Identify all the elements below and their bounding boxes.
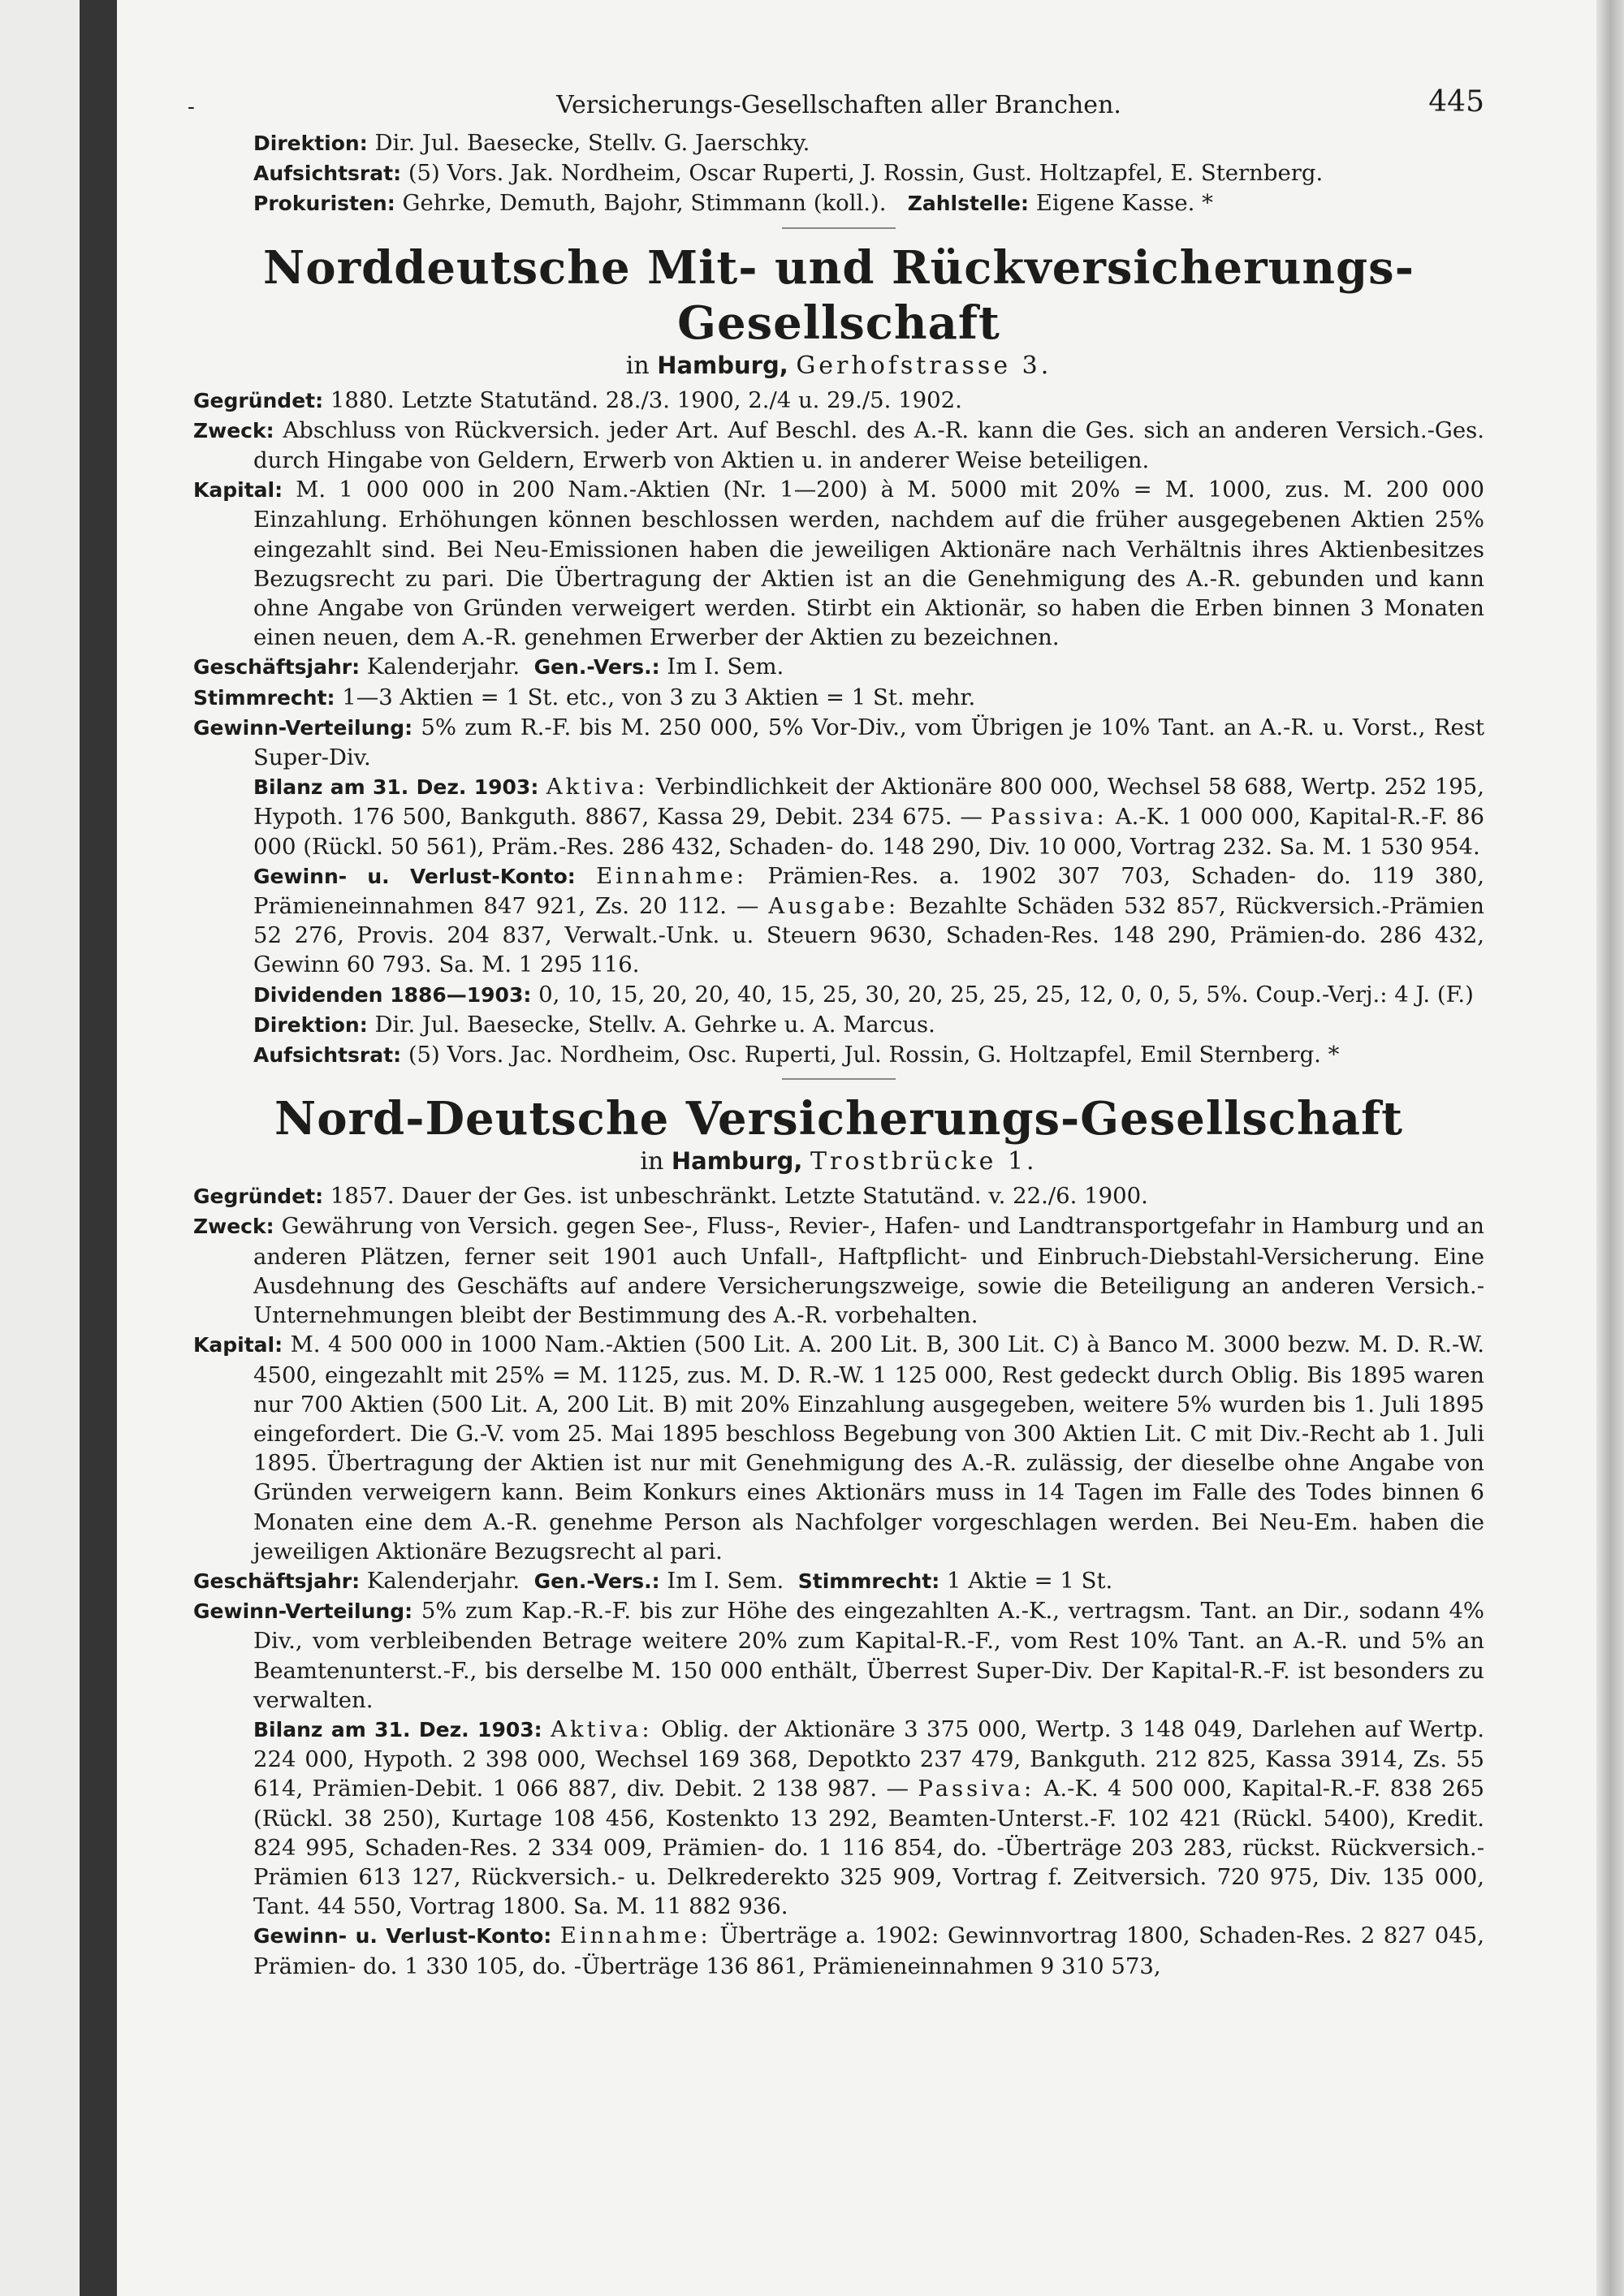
kapital-paragraph <box>193 475 1484 652</box>
page-number: 445 <box>1428 85 1484 119</box>
prev-aufsichtsrat: (5) Vors. Jak. Nordheim, Oscar Ruperti, J. Rossin, Gust. Holtzapfel, E. Sternberg. <box>408 160 1324 187</box>
einnahme-word: Einnahme: <box>596 862 748 889</box>
passiva-word: Passiva: <box>918 1776 1035 1802</box>
direktion-label: Direktion: <box>253 1012 368 1037</box>
zweck-text: Gewährung von Versich. gegen See-, Fluss-, Revier-, Hafen- und Landtransportgefahr in Hamburg und an anderen Plätzen, ferner seit 1901 auch Unfall-, Haftpflicht- und Einbruch-Diebstahl-Versicherung. Eine Ausdehnung des Geschäfts auf andere Versicherungszweige, sowie die Beteiligung an anderen Versich.-Unternehmungen bleibt der Bestimmung des A.-R. vorbehalten. <box>253 1213 1484 1329</box>
kapital-label: Kapital: <box>193 478 283 503</box>
aufsichtsrat-paragraph <box>193 1040 1484 1070</box>
stimmrecht-text: 1 Aktie = 1 St. <box>947 1567 1113 1594</box>
gegruendet-text: 1857. Dauer der Ges. ist unbeschränkt. Letzte Statutänd. v. 22./6. 1900. <box>330 1183 1148 1210</box>
gewinnverteilung-text: 5% zum Kap.-R.-F. bis zur Höhe des eingezahlten A.-K., vertragsm. Tant. an Dir., sodann 4% Div., vom verbleibenden Betrage weitere 20% zum Kapital-R.-F., vom Rest 10% Tant. an A.-R. und 5% an Beamtenunterst.-F., bis derselbe M. 150 000 enthält, Überrest Super-Div. Der Kapital-R.-F. ist besonders zu verwalten. <box>253 1598 1484 1713</box>
guv-einnahme: Prämien-Res. a. 1902 307 703, Schaden- do. 119 380, Prämieneinnahmen 847 921, Zs. 20 112. — <box>253 862 1484 920</box>
running-title: Versicherungs-Gesellschaften aller Branchen. <box>556 91 1121 119</box>
facing-page-margin <box>0 0 80 2296</box>
zweck-text: Abschluss von Rückversich. jeder Art. Auf Beschl. des A.-R. kann die Ges. sich an anderen Versich.-Ges. durch Hingabe von Geldern, Erwerb von Aktien u. in anderer Weise beteiligen. <box>253 416 1484 474</box>
company-location <box>193 351 1484 381</box>
geschaeftsjahr-label: Geschäftsjahr: <box>193 655 361 680</box>
geschaeftsjahr-paragraph <box>193 1566 1484 1596</box>
stimmrecht-paragraph <box>193 683 1484 713</box>
direktion-paragraph <box>193 1010 1484 1040</box>
geschaeftsjahr-label: Geschäftsjahr: <box>193 1569 361 1593</box>
dividenden-label: Dividenden 1886—1903: <box>253 982 532 1007</box>
company-address: Gerhofstrasse 3. <box>796 351 1052 380</box>
passiva-word: Passiva: <box>990 804 1108 831</box>
zweck-label: Zweck: <box>193 1215 274 1239</box>
einnahme-word: Einnahme: <box>559 1923 711 1949</box>
section-divider <box>782 227 896 229</box>
kapital-label: Kapital: <box>193 1333 283 1357</box>
bilanz-aktiva: Oblig. der Aktionäre 3 375 000, Wertp. 3 148 049, Darlehen auf Wertp. 224 000, Hypoth. 2 398 000, Wechsel 169 368, Depotkto 237 479, Bankguth. 212 825, Kassa 3914, Zs. 55 614, Prämien-Debit. 1 066 887, div. Debit. 2 138 987. — <box>253 1716 1484 1802</box>
prev-zahlstelle-label: Zahlstelle: <box>907 192 1029 216</box>
gewinnverteilung-label: Gewinn-Verteilung: <box>193 715 413 740</box>
location-in: in <box>625 351 650 380</box>
zweck-label: Zweck: <box>193 418 274 442</box>
gewinnverteilung-paragraph <box>193 713 1484 772</box>
bilanz-paragraph <box>193 772 1484 861</box>
page-edge-shadow <box>1596 0 1624 2296</box>
stimmrecht-label: Stimmrecht: <box>193 685 335 710</box>
zweck-paragraph <box>193 416 1484 475</box>
guv-label: Gewinn- u. Verlust-Konto: <box>253 864 576 888</box>
direktion-text: Dir. Jul. Baesecke, Stellv. A. Gehrke u. A. Marcus. <box>374 1011 935 1038</box>
genvers-text: Im I. Sem. <box>667 654 784 680</box>
prev-zahlstelle: Eigene Kasse. * <box>1035 190 1213 217</box>
dividenden-text: 0, 10, 15, 20, 20, 40, 15, 25, 30, 20, 25, 25, 25, 12, 0, 0, 5, 5%. Coup.-Verj.: 4 J. (F.) <box>538 981 1474 1008</box>
kapital-text: M. 1 000 000 in 200 Nam.-Aktien (Nr. 1—200) à M. 5000 mit 20% = M. 1000, zus. M. 200 000 Einzahlung. Erhöhungen können beschlossen werden, nachdem auf die früher ausgegebenen Aktien 25% eingezahlt sind. Bei Neu-Emissionen haben die jeweiligen Aktionäre nach Verhältnis ihres Aktienbesitzes Bezugsrecht zu pari. Die Übertragung der Aktien ist an die Genehmigung des A.-R. gebunden und kann ohne Angabe von Gründen verweigert werden. Stirbt ein Aktionär, so haben die Erben binnen 3 Monaten einen neuen, dem A.-R. genehmen Erwerber der Aktien zu bezeichnen. <box>253 477 1484 651</box>
guv-paragraph <box>193 861 1484 980</box>
guv-paragraph <box>193 1921 1484 1980</box>
guv-label: Gewinn- u. Verlust-Konto: <box>253 1924 552 1949</box>
bilanz-paragraph <box>193 1715 1484 1921</box>
running-header <box>188 85 1484 128</box>
dividenden-paragraph <box>193 980 1484 1010</box>
section-divider <box>782 1078 896 1080</box>
zweck-paragraph <box>193 1211 1484 1330</box>
prev-aufsichtsrat-label: Aufsichtsrat: <box>253 162 402 186</box>
geschaeftsjahr-text: Kalenderjahr. <box>366 654 520 680</box>
prev-prokuristen-label: Prokuristen: <box>253 192 395 216</box>
company-city: Hamburg, <box>657 351 788 379</box>
bilanz-label: Bilanz am 31. Dez. 1903: <box>253 1717 542 1741</box>
company-title: Norddeutsche Mit- und Rückversicherungs-Gesellschaft <box>263 240 1415 350</box>
kapital-text: M. 4 500 000 in 1000 Nam.-Aktien (500 Lit. A. 200 Lit. B, 300 Lit. C) à Banco M. 3000 bezw. M. D. R.-W. 4500, eingezahlt mit 25% = M. 1125, zus. M. D. R.-W. 1 125 000, Rest gedeckt durch Oblig. Bis 1895 waren nur 700 Aktien (500 Lit. A, 200 Lit. B) mit 20% Einzahlung ausgegeben, weitere 5% wurden bis 1. Juli 1895 eingefordert. Die G.-V. vom 25. Mai 1895 beschloss Begebung von 300 Aktien Lit. C mit Div.-Recht ab 1. Juli 1895. Übertragung der Aktien ist nur mit Genehmigung des A.-R. zulässig, der dieselbe ohne Angabe von Gründen verweigern kann. Beim Konkurs eines Aktionärs muss in 14 Tagen im Falle des Todes binnen 6 Monaten eine dem A.-R. genehme Person als Nachfolger vorgeschlagen werden. Bei Neu-Em. haben die jeweiligen Aktionäre Bezugsrecht al pari. <box>253 1331 1484 1564</box>
aufsichtsrat-label: Aufsichtsrat: <box>253 1043 402 1068</box>
bilanz-label: Bilanz am 31. Dez. 1903: <box>253 775 539 800</box>
document-page <box>188 85 1485 1981</box>
genvers-label: Gen.-Vers.: <box>533 655 660 680</box>
book-spine-shadow <box>80 0 117 2296</box>
prev-direktion-label: Direktion: <box>253 132 368 155</box>
genvers-text: Im I. Sem. <box>667 1567 784 1594</box>
gewinnverteilung-text: 5% zum R.-F. bis M. 250 000, 5% Vor-Div., vom Übrigen je 10% Tant. an A.-R. u. Vorst., Rest Super-Div. <box>253 714 1484 771</box>
prev-prokuristen: Gehrke, Demuth, Bajohr, Stimmann (koll.). <box>402 190 887 217</box>
aktiva-word: Aktiva: <box>546 774 649 801</box>
genvers-label: Gen.-Vers.: <box>533 1569 660 1593</box>
aktiva-word: Aktiva: <box>551 1716 653 1742</box>
gegruendet-paragraph <box>193 386 1484 416</box>
company-title: Nord-Deutsche Versicherungs-Gesellschaft <box>274 1092 1403 1146</box>
gegruendet-label: Gegründet: <box>193 388 324 412</box>
company-address: Trostbrücke 1. <box>810 1147 1038 1176</box>
bilanz-passiva: A.-K. 4 500 000, Kapital-R.-F. 838 265 (Rückl. 38 250), Kurtage 108 456, Kostenkto 13 292, Beamten-Unterst.-F. 102 421 (Rückl. 5400), Kredit. 824 995, Schaden-Res. 2 334 009, Prämien- do. 1 116 854, do. -Überträge 203 283, rückst. Rückversich.-Prämien 613 127, Rückversich.- u. Delkrederekto 325 909, Vortrag f. Zeitversich. 720 975, Div. 135 000, Tant. 44 550, Vortrag 1800. Sa. M. 11 882 936. <box>253 1776 1484 1920</box>
prev-entry-tail <box>193 128 1484 219</box>
location-in: in <box>640 1147 664 1176</box>
bilanz-aktiva: Verbindlichkeit der Aktionäre 800 000, Wechsel 58 688, Wertp. 252 195, Hypoth. 176 500, Bankguth. 8867, Kassa 29, Debit. 234 675. — <box>253 774 1484 831</box>
header-mark: - <box>188 95 195 119</box>
stimmrecht-label: Stimmrecht: <box>797 1569 940 1593</box>
gewinnverteilung-paragraph <box>193 1596 1484 1715</box>
geschaeftsjahr-paragraph <box>193 652 1484 682</box>
company-entry-norddeutsche-mit-rueck <box>193 240 1484 1071</box>
aufsichtsrat-text: (5) Vors. Jac. Nordheim, Osc. Ruperti, Jul. Rossin, G. Holtzapfel, Emil Sternberg. * <box>408 1042 1340 1068</box>
kapital-paragraph <box>193 1330 1484 1566</box>
company-location <box>193 1146 1484 1176</box>
guv-ausgabe: Bezahlte Schäden 532 857, Rückversich.-Prämien 52 276, Provis. 204 837, Verwalt.-Unk. u. Steuern 9630, Schaden-Res. 148 290, Prämien-do. 286 432, Gewinn 60 793. Sa. M. 1 295 116. <box>253 893 1485 978</box>
gegruendet-text: 1880. Letzte Statutänd. 28./3. 1900, 2./4 u. 29./5. 1902. <box>330 386 962 413</box>
gewinnverteilung-label: Gewinn-Verteilung: <box>193 1599 413 1624</box>
geschaeftsjahr-text: Kalenderjahr. <box>366 1567 520 1594</box>
company-city: Hamburg, <box>671 1147 803 1176</box>
prev-direktion: Dir. Jul. Baesecke, Stellv. G. Jaerschky. <box>374 130 810 156</box>
stimmrecht-text: 1—3 Aktien = 1 St. etc., von 3 zu 3 Aktien = 1 St. mehr. <box>342 684 976 710</box>
ausgabe-word: Ausgabe: <box>768 893 900 920</box>
company-entry-nord-deutsche-versicherung <box>193 1091 1484 1980</box>
gegruendet-label: Gegründet: <box>193 1185 324 1209</box>
bilanz-passiva: A.-K. 1 000 000, Kapital-R.-F. 86 000 (Rückl. 50 561), Präm.-Res. 286 432, Schaden- do. 148 290, Div. 10 000, Vortrag 232. Sa. M. 1 530 954. <box>253 804 1484 860</box>
gegruendet-paragraph <box>193 1181 1484 1211</box>
guv-einnahme: Überträge a. 1902: Gewinnvortrag 1800, Schaden-Res. 2 827 045, Prämien- do. 1 330 105, do. -Überträge 136 861, Prämieneinnahmen 9 310 573, <box>253 1923 1484 1979</box>
